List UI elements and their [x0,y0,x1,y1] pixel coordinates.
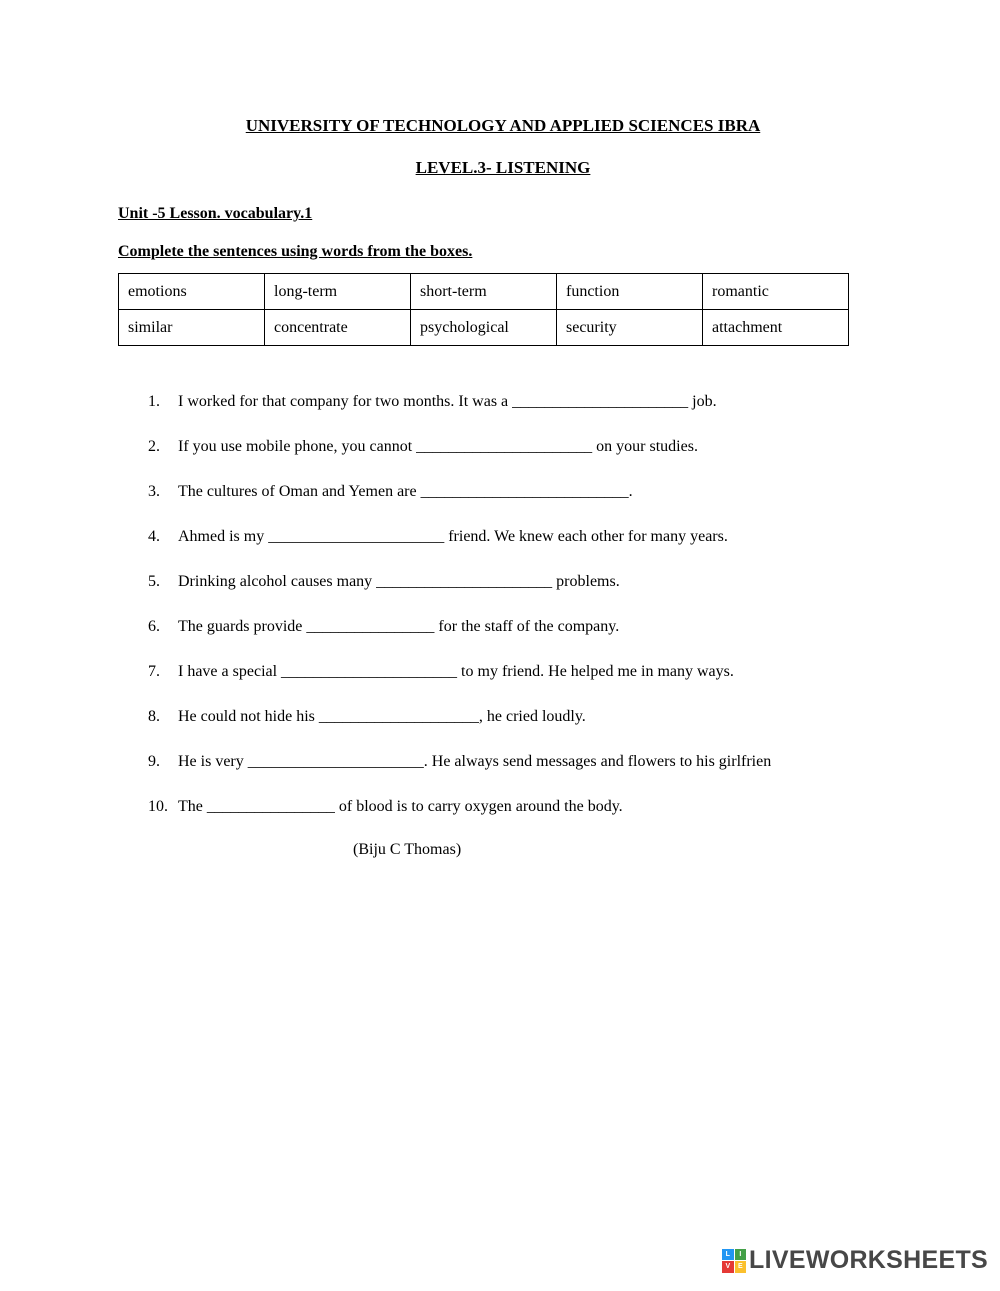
liveworksheets-icon [722,1249,746,1273]
sentence-text: I have a special ______________________ to my friend. He helped me in many ways. [178,663,734,680]
word-table-row [119,310,849,346]
sentence-number: 2. [148,438,160,455]
unit-heading: Unit -5 Lesson. vocabulary.1 [118,205,313,222]
sentence-item [148,796,888,817]
sentence-text: The guards provide ________________ for the staff of the company. [178,618,620,635]
sentence-number: 8. [148,708,160,725]
instruction-heading: Complete the sentences using words from the boxes. [118,243,473,260]
word-table-row [119,274,849,310]
word-cell: concentrate [265,310,411,346]
logo-square: L [722,1249,734,1261]
word-cell: romantic [703,274,849,310]
sentence-number: 6. [148,618,160,635]
word-cell: attachment [703,310,849,346]
sentence-number: 1. [148,393,160,410]
sentence-number: 7. [148,663,160,680]
logo-square: V [722,1261,734,1273]
sentence-text: The cultures of Oman and Yemen are __________________________. [178,483,633,500]
sentence-item [148,616,888,637]
sentence-item [148,661,888,682]
sentence-item [148,706,888,727]
sentence-list [118,391,888,817]
sentence-text: If you use mobile phone, you cannot ______________________ on your studies. [178,438,698,455]
sentence-number: 9. [148,753,160,770]
author-credit: (Biju C Thomas) [353,841,462,858]
sentence-text: Drinking alcohol causes many ______________________ problems. [178,573,620,590]
liveworksheets-wordmark: LIVEWORKSHEETS [749,1246,988,1274]
word-cell: similar [119,310,265,346]
sentence-number: 4. [148,528,160,545]
sentence-item [148,571,888,592]
sentence-item [148,526,888,547]
liveworksheets-logo[interactable] [722,1246,988,1275]
word-box-table [118,273,849,346]
word-cell: emotions [119,274,265,310]
sentence-text: The ________________ of blood is to carry oxygen around the body. [178,798,623,815]
word-cell: long-term [265,274,411,310]
sentence-item [148,481,888,502]
sentence-number: 3. [148,483,160,500]
sentence-number: 10. [148,798,168,815]
sentence-item [148,436,888,457]
word-cell: short-term [411,274,557,310]
word-cell: function [557,274,703,310]
sentence-item [148,391,888,412]
page-subtitle: LEVEL.3- LISTENING [415,158,591,177]
sentence-item [148,751,888,772]
page-title: UNIVERSITY OF TECHNOLOGY AND APPLIED SCIENCES IBRA [245,116,761,135]
word-cell: psychological [411,310,557,346]
sentence-text: He is very ______________________. He always send messages and flowers to his girlfrien [178,753,772,770]
sentence-text: Ahmed is my ______________________ friend. We knew each other for many years. [178,528,728,545]
logo-square: I [735,1249,747,1261]
word-cell: security [557,310,703,346]
sentence-text: He could not hide his ____________________, he cried loudly. [178,708,586,725]
logo-square: E [735,1261,747,1273]
sentence-text: I worked for that company for two months. It was a ______________________ job. [178,393,717,410]
sentence-number: 5. [148,573,160,590]
worksheet-content [118,115,888,859]
